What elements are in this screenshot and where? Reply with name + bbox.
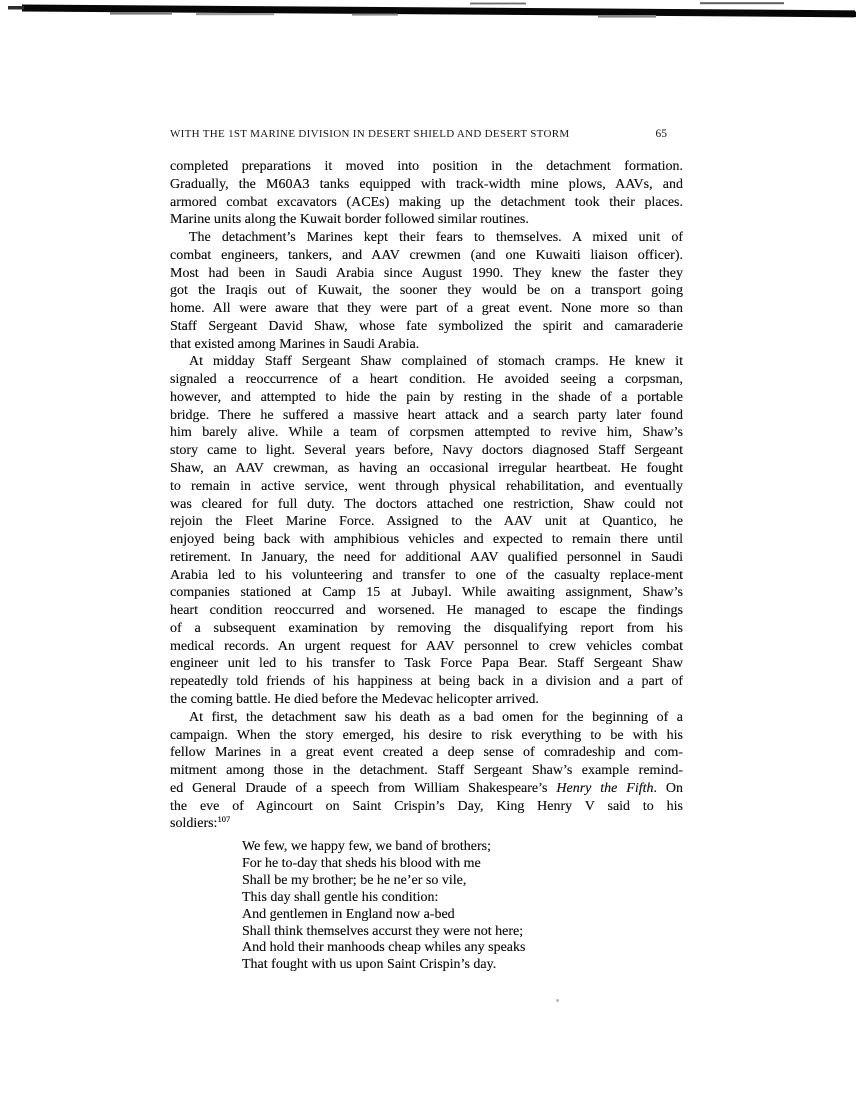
quote-line: That fought with us upon Saint Crispin’s day.	[242, 957, 497, 973]
body-line: enjoyed being back with amphibious vehicles and expected to remain there until	[170, 532, 683, 548]
body-line: mitment among those in the detachment. Staff Sergeant Shaw’s example remind-	[170, 763, 683, 779]
body-line: however, and attempted to hide the pain by resting in the shade of a portable	[170, 389, 683, 405]
body-line: retirement. In January, the need for additional AAV qualified personnel in Saudi	[170, 549, 683, 565]
quote-block	[242, 839, 683, 974]
body-line: home. All were aware that they were part of a great event. None more so than	[170, 301, 683, 317]
body-line: Staff Sergeant David Shaw, whose fate symbolized the spirit and camaraderie	[170, 318, 683, 334]
quote-line: Shall think themselves accurst they were not here;	[242, 923, 524, 939]
body-line: medical records. An urgent request for AAV personnel to crew vehicles combat	[170, 638, 683, 654]
body-line: combat engineers, tankers, and AAV crewmen (and one Kuwaiti liaison officer).	[170, 247, 683, 263]
body-line: the eve of Agincourt on Saint Crispin’s Day, King Henry V said to his	[170, 798, 683, 814]
body-line: bridge. There he suffered a massive heart attack and a search party later found	[170, 407, 683, 423]
body-line: to remain in active service, went through physical rehabilitation, and eventually	[170, 478, 683, 494]
body-line: heart condition reoccurred and worsened. He managed to escape the findings	[170, 603, 683, 619]
running-header	[170, 128, 683, 140]
body-line: signaled a reoccurrence of a heart condition. He avoided seeing a corpsman,	[170, 372, 683, 388]
body-line: Marine units along the Kuwait border followed similar routines.	[170, 212, 529, 228]
body-line: Shaw, an AAV crewman, as having an occasional irregular heartbeat. He fought	[170, 461, 683, 477]
body-line: Arabia led to his volunteering and transfer to one of the casualty replace-ment	[170, 567, 683, 583]
body-line: rejoin the Fleet Marine Force. Assigned to the AAV unit at Quantico, he	[170, 514, 683, 530]
body-line: campaign. When the story emerged, his desire to risk everything to be with his	[170, 727, 683, 743]
body-line: was cleared for full duty. The doctors attached one restriction, Shaw could not	[170, 496, 683, 512]
body-line: armored combat excavators (ACEs) making up the detachment took their places.	[170, 194, 683, 210]
paragraph	[170, 709, 683, 833]
body-line: soldiers:$^{107}$	[170, 815, 231, 832]
paragraph	[170, 158, 683, 229]
body-line: companies stationed at Camp 15 at Jubayl. While awaiting assignment, Shaw’s	[170, 585, 683, 601]
body-line: got the Iraqis out of Kuwait, the sooner they would be on a transport going	[170, 283, 683, 299]
body-line: repeatedly told friends of his happiness at being back in a division and a part of	[170, 674, 683, 690]
body-line: The detachment’s Marines kept their fears to themselves. A mixed unit of	[189, 230, 683, 246]
body-line: ed General Draude of a speech from William Shakespeare’s Henry the Fifth. On	[170, 780, 683, 796]
body-line: fellow Marines in a great event created a deep sense of comradeship and com-	[170, 745, 683, 761]
italic-text: Henry the Fifth	[556, 780, 654, 796]
quote-line: This day shall gentle his condition:	[242, 889, 439, 905]
body-text	[170, 158, 683, 974]
scan-speck	[556, 999, 559, 1002]
footnote-marker: 107	[217, 815, 231, 825]
body-line: Most had been in Saudi Arabia since August 1990. They knew the faster they	[170, 265, 683, 281]
running-header-title: WITH THE 1ST MARINE DIVISION IN DESERT SHIELD AND DESERT STORM	[170, 128, 570, 140]
body-line: him barely alive. While a team of corpsmen attempted to revive him, Shaw’s	[170, 425, 683, 441]
body-line: Gradually, the M60A3 tanks equipped with track-width mine plows, AAVs, and	[170, 176, 683, 192]
quote-line: We few, we happy few, we band of brothers;	[242, 839, 491, 855]
quote-line: And hold their manhoods cheap whiles any speaks	[242, 940, 526, 956]
body-line: that existed among Marines in Saudi Arabia.	[170, 336, 420, 352]
body-line: At midday Staff Sergeant Shaw complained of stomach cramps. He knew it	[189, 354, 683, 370]
body-line: completed preparations it moved into position in the detachment formation.	[170, 159, 683, 174]
quote-line: And gentlemen in England now a-bed	[242, 906, 455, 922]
body-line: of a subsequent examination by removing the disqualifying report from his	[170, 620, 683, 636]
paragraph	[170, 229, 683, 353]
body-line: engineer unit led to his transfer to Task Force Papa Bear. Staff Sergeant Shaw	[170, 656, 683, 672]
quote-line: Shall be my brother; be he ne’er so vile,	[242, 872, 467, 888]
body-line: the coming battle. He died before the Medevac helicopter arrived.	[170, 691, 539, 707]
body-line: At first, the detachment saw his death as a bad omen for the beginning of a	[189, 709, 683, 725]
paragraph	[170, 353, 683, 708]
scan-artifact-bar	[0, 0, 864, 28]
page-number: 65	[655, 128, 667, 140]
body-line: story came to light. Several years before, Navy doctors diagnosed Staff Sergeant	[170, 443, 683, 459]
quote-line: For he to-day that sheds his blood with me	[242, 855, 481, 871]
